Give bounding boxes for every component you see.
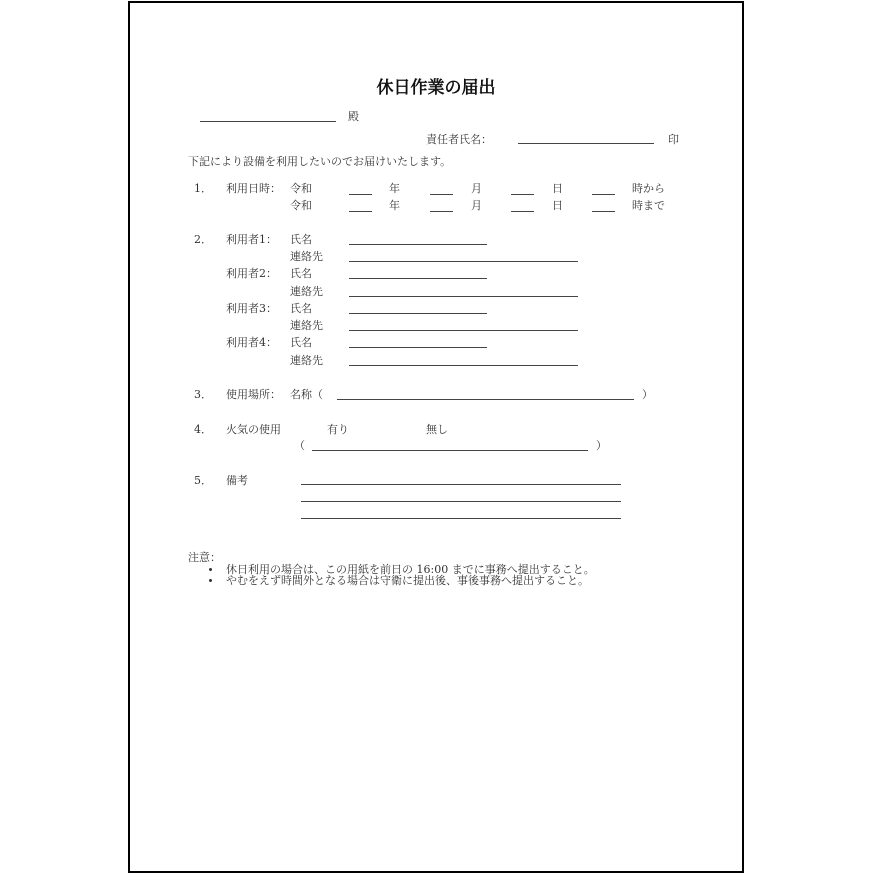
user-4-name-label: 氏名 xyxy=(290,336,312,349)
location-label: 使用場所： xyxy=(226,388,281,401)
remarks-line-2[interactable] xyxy=(301,501,621,502)
user-1-contact-label: 連絡先 xyxy=(290,250,323,263)
user-2-contact-line[interactable] xyxy=(349,296,578,297)
remarks-line-3[interactable] xyxy=(301,518,621,519)
user-4-contact-label: 連絡先 xyxy=(290,354,323,367)
end-day-blank[interactable] xyxy=(511,211,534,212)
user-4-name-line[interactable] xyxy=(349,347,487,348)
location-close-paren: ） xyxy=(642,388,653,401)
note-2-text: やむをえず時間外となる場合は守衛に提出後、事後事務へ提出すること。 xyxy=(226,574,589,587)
remarks-label: 備考 xyxy=(226,474,248,487)
note-2-bullet xyxy=(209,579,212,582)
user-2-name-label: 氏名 xyxy=(290,267,312,280)
location-name-line[interactable] xyxy=(337,399,634,400)
user-3-name-line[interactable] xyxy=(349,313,487,314)
end-day-label: 日 xyxy=(552,199,563,212)
section-3-number: 3． xyxy=(194,388,212,401)
form-title: 休日作業の届出 xyxy=(376,78,496,98)
addressee-line[interactable] xyxy=(200,121,336,122)
section-4-number: 4． xyxy=(194,423,212,436)
note-1-bullet xyxy=(209,568,212,571)
end-hour-blank[interactable] xyxy=(592,211,615,212)
start-hour-blank[interactable] xyxy=(592,194,615,195)
note-1-text: 休日利用の場合は、この用紙を前日の 16:00 までに事務へ提出すること。 xyxy=(226,563,595,576)
user-4-label: 利用者4： xyxy=(226,336,277,349)
end-hour-label: 時まで xyxy=(632,199,665,212)
fire-use-open-paren: （ xyxy=(294,439,305,452)
start-year-blank[interactable] xyxy=(349,194,372,195)
fire-use-label: 火気の使用 xyxy=(226,423,281,436)
form-sheet xyxy=(128,1,744,873)
start-year-label: 年 xyxy=(389,182,400,195)
fire-use-no-option[interactable]: 無し xyxy=(426,423,448,436)
user-1-name-label: 氏名 xyxy=(290,233,312,246)
start-month-blank[interactable] xyxy=(430,194,453,195)
responsible-label: 責任者氏名： xyxy=(426,133,492,146)
start-month-label: 月 xyxy=(471,182,482,195)
addressee-suffix: 殿 xyxy=(348,110,359,123)
user-2-name-line[interactable] xyxy=(349,278,487,279)
user-1-name-line[interactable] xyxy=(349,244,487,245)
seal-mark: 印 xyxy=(668,133,679,146)
end-month-label: 月 xyxy=(471,199,482,212)
intro-text: 下記により設備を利用したいのでお届けいたします。 xyxy=(188,155,452,168)
end-month-blank[interactable] xyxy=(430,211,453,212)
user-3-contact-line[interactable] xyxy=(349,330,578,331)
fire-use-yes-option[interactable]: 有り xyxy=(327,423,349,436)
start-day-blank[interactable] xyxy=(511,194,534,195)
section-2-number: 2． xyxy=(194,233,212,246)
notes-label: 注意： xyxy=(188,551,221,564)
user-3-name-label: 氏名 xyxy=(290,302,312,315)
section-1-label: 利用日時： xyxy=(226,182,281,195)
start-hour-label: 時から xyxy=(632,182,665,195)
location-name-label: 名称（ xyxy=(290,388,323,401)
fire-use-detail-line[interactable] xyxy=(312,450,588,451)
fire-use-close-paren: ） xyxy=(596,439,607,452)
user-3-contact-label: 連絡先 xyxy=(290,319,323,332)
user-1-contact-line[interactable] xyxy=(349,261,578,262)
responsible-name-line[interactable] xyxy=(518,143,654,144)
end-year-blank[interactable] xyxy=(349,211,372,212)
user-2-label: 利用者2： xyxy=(226,267,277,280)
start-day-label: 日 xyxy=(552,182,563,195)
user-3-label: 利用者3： xyxy=(226,302,277,315)
start-era: 令和 xyxy=(290,182,312,195)
remarks-line-1[interactable] xyxy=(301,484,621,485)
user-4-contact-line[interactable] xyxy=(349,365,578,366)
end-year-label: 年 xyxy=(389,199,400,212)
section-1-number: 1． xyxy=(194,182,212,195)
user-1-label: 利用者1： xyxy=(226,233,277,246)
end-era: 令和 xyxy=(290,199,312,212)
user-2-contact-label: 連絡先 xyxy=(290,285,323,298)
section-5-number: 5． xyxy=(194,474,212,487)
